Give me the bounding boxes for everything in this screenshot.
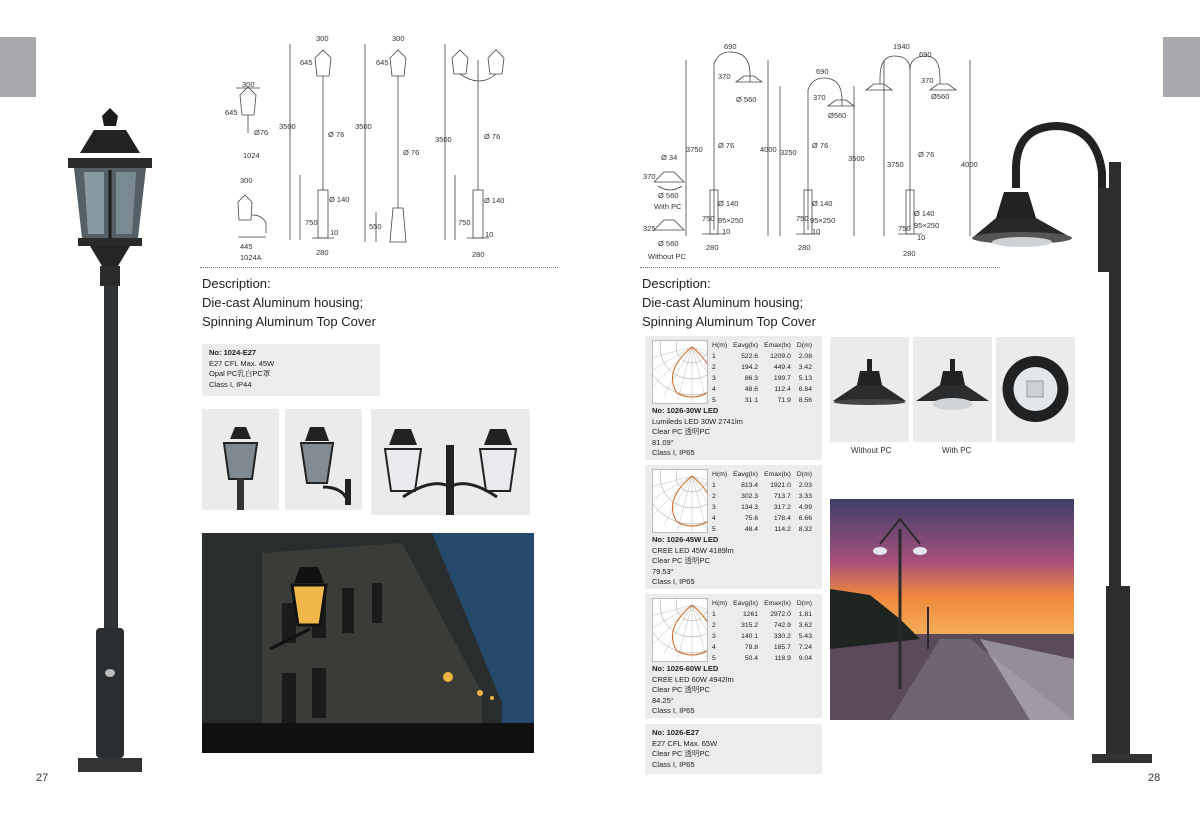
dim-head-nopc-h: 325 bbox=[643, 224, 656, 233]
dim-1024-dia: Ø76 bbox=[254, 128, 269, 137]
table-cell: 118.9 bbox=[774, 654, 791, 662]
table-cell: 4 bbox=[712, 514, 716, 522]
spec-box-1026-e27 bbox=[645, 724, 822, 774]
dim-pole3-dia: Ø 76 bbox=[484, 132, 501, 141]
table-cell: 178.4 bbox=[773, 514, 791, 522]
dim-pole2-head: 645 bbox=[376, 58, 389, 67]
table-row bbox=[712, 631, 815, 642]
dim-p2-h2: 3500 bbox=[848, 154, 865, 163]
table-cell: 6.84 bbox=[798, 385, 812, 393]
polar-distribution-diagram bbox=[652, 469, 708, 533]
dim-pole2-base-h: 550 bbox=[369, 222, 382, 231]
table-cell: 31.1 bbox=[744, 396, 759, 404]
table-header-row bbox=[712, 598, 815, 609]
dim-pole1-bolt: 10 bbox=[330, 228, 339, 237]
table-cell: 1921.0 bbox=[770, 481, 791, 489]
table-cell: 4 bbox=[712, 385, 716, 393]
description-left bbox=[202, 274, 542, 331]
table-row bbox=[712, 384, 815, 395]
dim-p3-drop: 370 bbox=[921, 76, 934, 85]
dim-pole3-total: 3500 bbox=[435, 135, 452, 144]
table-cell: 194.2 bbox=[741, 363, 759, 371]
dim-pole1-top: 300 bbox=[316, 34, 329, 43]
label-1024a: 1024A bbox=[240, 253, 262, 262]
spec-photometry bbox=[652, 340, 815, 406]
table-cell: 2972.0 bbox=[770, 610, 791, 618]
spec-line: Class I, IP65 bbox=[652, 706, 695, 715]
spec-line: CREE LED 60W 4942lm bbox=[652, 674, 734, 684]
label-with-pc: With PC bbox=[654, 202, 682, 211]
page-number-left: 27 bbox=[36, 772, 49, 784]
dim-p3-base-h: 750 bbox=[898, 224, 911, 233]
dim-pole1-head: 645 bbox=[300, 58, 313, 67]
table-header-cell: Emax(lx) bbox=[764, 470, 791, 478]
spec-line: Class I, IP65 bbox=[652, 448, 695, 457]
table-row bbox=[712, 653, 815, 664]
spec-line: Opal PC乳白PC罩 bbox=[209, 369, 271, 378]
spec-model: No: 1026-E27 bbox=[652, 728, 700, 737]
head-photo-with-pc bbox=[913, 337, 992, 442]
spec-box-1026-60w bbox=[645, 594, 822, 718]
table-header-cell: D(m) bbox=[796, 341, 812, 349]
dim-p1-foot: 280 bbox=[706, 243, 719, 252]
table-cell: 1209.0 bbox=[770, 352, 791, 360]
dim-p3-plate: 95×250 bbox=[914, 221, 940, 230]
table-cell: 4.99 bbox=[798, 503, 812, 511]
dim-p1-plate: 95×250 bbox=[718, 216, 744, 225]
dim-p3-dia: Ø 76 bbox=[918, 150, 935, 159]
dim-pole1-foot: 280 bbox=[316, 248, 329, 257]
page-tab-right bbox=[1163, 37, 1200, 97]
table-cell: 5.43 bbox=[798, 632, 812, 640]
table-cell: 114.2 bbox=[774, 525, 791, 533]
dim-pole3-foot: 280 bbox=[472, 250, 485, 259]
lantern-pole-photo bbox=[60, 108, 160, 776]
dim-pole3-bolt: 10 bbox=[485, 230, 494, 239]
spec-line: E27 CFL Max. 45W bbox=[209, 358, 275, 368]
dim-p1-base-dia: Ø 140 bbox=[718, 199, 739, 208]
table-cell: 1 bbox=[712, 481, 716, 489]
table-header-cell: Emax(lx) bbox=[764, 599, 791, 607]
dim-p2-head-dia: Ø560 bbox=[828, 111, 847, 120]
page-number-right: 28 bbox=[1148, 772, 1161, 784]
table-cell: 9.04 bbox=[798, 654, 812, 662]
table-header-cell: H(m) bbox=[712, 470, 728, 478]
table-header-cell: H(m) bbox=[712, 599, 728, 607]
spec-line: 81.09° bbox=[652, 437, 674, 447]
description-line1: Die-cast Aluminum housing; bbox=[202, 295, 364, 310]
table-cell: 48.6 bbox=[744, 385, 759, 393]
dim-head-pc-dia: Ø 560 bbox=[658, 191, 679, 200]
description-line2: Spinning Aluminum Top Cover bbox=[202, 314, 376, 329]
table-cell: 713.7 bbox=[773, 492, 791, 500]
dim-p1-bolt: 10 bbox=[722, 227, 731, 236]
table-header-cell: D(m) bbox=[796, 599, 812, 607]
spec-line: Class I, IP65 bbox=[652, 577, 695, 586]
spec-photometry bbox=[652, 598, 815, 664]
dim-p1-head-dia: Ø 560 bbox=[736, 95, 757, 104]
dim-p3-h2: 4000 bbox=[961, 160, 978, 169]
table-cell: 71.9 bbox=[777, 396, 791, 404]
page-tab-left bbox=[0, 37, 36, 97]
table-header-cell: D(m) bbox=[796, 470, 812, 478]
dim-p3-head-dia: Ø560 bbox=[931, 92, 950, 101]
dim-p2-drop: 370 bbox=[813, 93, 826, 102]
label-1024: 1024 bbox=[243, 151, 260, 160]
spec-model: No: 1026-45W LED bbox=[652, 535, 719, 544]
table-cell: 86.3 bbox=[744, 374, 759, 382]
dim-pole2-dia: Ø 76 bbox=[403, 148, 420, 157]
dim-head-pc-h: 370 bbox=[643, 172, 656, 181]
dim-p3-base-dia: Ø 140 bbox=[914, 209, 935, 218]
polar-distribution-diagram bbox=[652, 598, 708, 662]
table-cell: 1.81 bbox=[798, 610, 812, 618]
table-cell: 813.4 bbox=[741, 481, 759, 489]
table-cell: 742.9 bbox=[773, 621, 791, 629]
table-cell: 2.08 bbox=[798, 352, 812, 360]
dim-pole3-base-dia: Ø 140 bbox=[484, 196, 505, 205]
table-cell: 8.56 bbox=[798, 396, 812, 404]
spec-line: 84.25° bbox=[652, 695, 674, 705]
spec-model: No: 1026-60W LED bbox=[652, 664, 719, 673]
table-cell: 302.3 bbox=[741, 492, 759, 500]
table-header-row bbox=[712, 469, 815, 480]
table-cell: 317.2 bbox=[773, 503, 791, 511]
night-street-photo bbox=[202, 533, 534, 753]
table-cell: 4 bbox=[712, 643, 716, 651]
caption-without-pc: Without PC bbox=[851, 446, 892, 455]
table-cell: 2 bbox=[712, 492, 716, 500]
illuminance-table bbox=[712, 598, 815, 664]
table-row bbox=[712, 524, 815, 535]
table-header-row bbox=[712, 340, 815, 351]
table-cell: 199.7 bbox=[773, 374, 791, 382]
dim-1024-w: 300 bbox=[242, 80, 255, 89]
dim-pole3-base-h: 750 bbox=[458, 218, 471, 227]
table-cell: 48.4 bbox=[744, 525, 759, 533]
dim-p1-arm: 690 bbox=[724, 42, 737, 51]
table-row bbox=[712, 513, 815, 524]
dim-p3-bolt: 10 bbox=[917, 233, 926, 242]
dim-1024a-w: 300 bbox=[240, 176, 253, 185]
table-cell: 2 bbox=[712, 363, 716, 371]
dim-p2-base-h: 750 bbox=[796, 214, 809, 223]
table-cell: 5 bbox=[712, 525, 716, 533]
spec-line: Class I, IP65 bbox=[652, 759, 695, 769]
dim-p1-dia: Ø 76 bbox=[718, 141, 735, 150]
table-cell: 50.4 bbox=[744, 654, 759, 662]
table-cell: 2 bbox=[712, 621, 716, 629]
polar-distribution-diagram bbox=[652, 340, 708, 404]
table-cell: 330.2 bbox=[773, 632, 791, 640]
dim-pole2-total: 3500 bbox=[355, 122, 372, 131]
illuminance-table bbox=[712, 340, 815, 406]
spec-line: 79.53° bbox=[652, 566, 674, 576]
table-cell: 3.62 bbox=[798, 621, 812, 629]
table-row bbox=[712, 502, 815, 513]
dim-head-pc-top: Ø 34 bbox=[661, 153, 678, 162]
description-line2: Spinning Aluminum Top Cover bbox=[642, 314, 816, 329]
table-cell: 75.6 bbox=[744, 514, 759, 522]
spec-box-1026-45w bbox=[645, 465, 822, 589]
illuminance-table bbox=[712, 469, 815, 535]
table-cell: 6.66 bbox=[798, 514, 812, 522]
table-cell: 1 bbox=[712, 352, 716, 360]
dim-p3-foot: 280 bbox=[903, 249, 916, 258]
dim-p1-drop: 370 bbox=[718, 72, 731, 81]
dim-p3-h1: 3750 bbox=[887, 160, 904, 169]
dim-pole1-total: 3500 bbox=[279, 122, 296, 131]
description-title: Description: bbox=[642, 276, 711, 291]
dim-p3-arm: 690 bbox=[919, 50, 932, 59]
description-right bbox=[642, 274, 982, 331]
table-row bbox=[712, 362, 815, 373]
dim-p2-bolt: 10 bbox=[812, 227, 821, 236]
table-cell: 112.4 bbox=[774, 385, 791, 393]
description-title: Description: bbox=[202, 276, 271, 291]
dim-p2-foot: 280 bbox=[798, 243, 811, 252]
dim-p1-h2: 4000 bbox=[760, 145, 777, 154]
product-photo-wall-lantern bbox=[285, 409, 362, 510]
table-row bbox=[712, 642, 815, 653]
label-without-pc: Without PC bbox=[648, 252, 686, 261]
table-cell: 1261 bbox=[742, 610, 759, 618]
table-cell: 140.1 bbox=[741, 632, 759, 640]
table-header-cell: Eavg(lx) bbox=[733, 341, 759, 349]
dim-p3-span: 1940 bbox=[893, 42, 910, 51]
table-cell: 78.8 bbox=[744, 643, 759, 651]
head-photo-without-pc bbox=[830, 337, 909, 442]
divider-right bbox=[640, 267, 1000, 268]
spec-photometry bbox=[652, 469, 815, 535]
spec-box-1024 bbox=[202, 344, 380, 396]
table-row bbox=[712, 351, 815, 362]
spec-line: Clear PC 透明PC bbox=[652, 685, 710, 694]
table-cell: 5.13 bbox=[798, 374, 812, 382]
spec-model: No: 1024-E27 bbox=[209, 348, 257, 357]
dim-1024-h: 645 bbox=[225, 108, 238, 117]
table-cell: 7.24 bbox=[798, 643, 812, 651]
table-row bbox=[712, 480, 815, 491]
divider-left bbox=[200, 267, 558, 268]
dim-p2-base-dia: Ø 140 bbox=[812, 199, 833, 208]
table-row bbox=[712, 609, 815, 620]
table-cell: 5 bbox=[712, 396, 716, 404]
table-cell: 3 bbox=[712, 632, 716, 640]
table-cell: 3.42 bbox=[798, 363, 812, 371]
sunset-waterfront-photo bbox=[830, 499, 1074, 720]
dim-pole1-dia: Ø 76 bbox=[328, 130, 345, 139]
table-header-cell: Eavg(lx) bbox=[733, 599, 759, 607]
spec-line: Clear PC 透明PC bbox=[652, 427, 710, 436]
table-cell: 5 bbox=[712, 654, 716, 662]
description-line1: Die-cast Aluminum housing; bbox=[642, 295, 804, 310]
table-cell: 2.03 bbox=[798, 481, 812, 489]
table-row bbox=[712, 395, 815, 406]
dim-p2-arm: 690 bbox=[816, 67, 829, 76]
table-cell: 3.33 bbox=[798, 492, 812, 500]
table-cell: 3 bbox=[712, 503, 716, 511]
spec-line: Clear PC 透明PC bbox=[652, 556, 710, 565]
dim-pole2-top: 300 bbox=[392, 34, 405, 43]
dim-p2-dia: Ø 76 bbox=[812, 141, 829, 150]
table-cell: 3 bbox=[712, 374, 716, 382]
table-header-cell: Emax(lx) bbox=[764, 341, 791, 349]
caption-with-pc: With PC bbox=[942, 446, 972, 455]
dim-1024a-base: 445 bbox=[240, 242, 253, 251]
table-row bbox=[712, 491, 815, 502]
spec-line: E27 CFL Max. 65W bbox=[652, 738, 718, 748]
dim-pole1-base-h: 750 bbox=[305, 218, 318, 227]
table-cell: 522.6 bbox=[741, 352, 759, 360]
table-cell: 185.7 bbox=[773, 643, 791, 651]
spec-model: No: 1026-30W LED bbox=[652, 406, 719, 415]
table-cell: 134.3 bbox=[741, 503, 759, 511]
product-photo-lantern-top bbox=[202, 409, 279, 510]
table-row bbox=[712, 620, 815, 631]
table-header-cell: H(m) bbox=[712, 341, 728, 349]
table-row bbox=[712, 373, 815, 384]
spec-line: Lumileds LED 30W 2741lm bbox=[652, 416, 743, 426]
dim-p2-plate: 95×250 bbox=[810, 216, 836, 225]
spec-box-1026-30w bbox=[645, 336, 822, 460]
product-photo-twin-lantern bbox=[371, 409, 530, 515]
dim-p1-base-h: 750 bbox=[702, 214, 715, 223]
spec-line: CREE LED 45W 4189lm bbox=[652, 545, 734, 555]
dim-pole1-base-dia: Ø 140 bbox=[329, 195, 350, 204]
table-cell: 8.32 bbox=[798, 525, 812, 533]
dim-p2-h1: 3250 bbox=[780, 148, 797, 157]
table-cell: 315.2 bbox=[741, 621, 759, 629]
head-photo-bottom-view bbox=[996, 337, 1075, 442]
spec-line: Class I, IP44 bbox=[209, 379, 252, 389]
table-cell: 1 bbox=[712, 610, 716, 618]
dim-head-nopc-dia: Ø 560 bbox=[658, 239, 679, 248]
table-header-cell: Eavg(lx) bbox=[733, 470, 759, 478]
dim-p1-h1: 3750 bbox=[686, 145, 703, 154]
spec-line: Clear PC 透明PC bbox=[652, 749, 710, 758]
table-cell: 449.4 bbox=[773, 363, 791, 371]
